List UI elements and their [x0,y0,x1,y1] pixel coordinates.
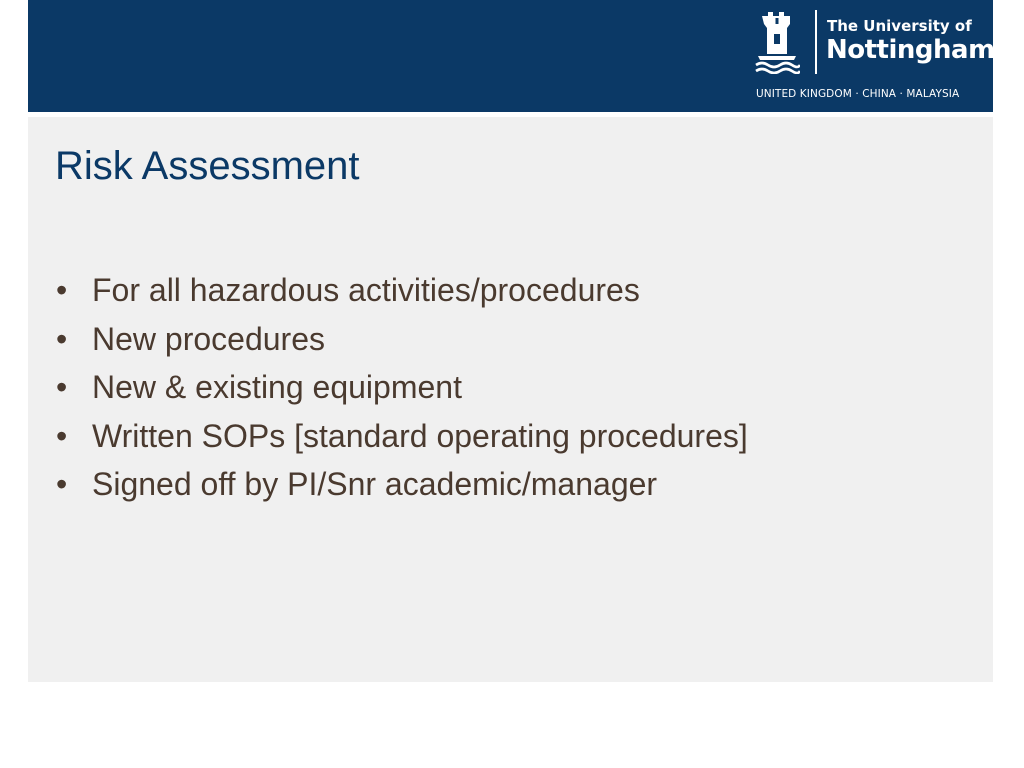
bullet-item [56,460,748,509]
logo-divider [815,10,817,74]
bullet-icon: • [56,369,68,405]
bullet-item [56,315,748,364]
logo-tagline: UNITED KINGDOM · CHINA · MALAYSIA [756,88,960,100]
bullet-icon: • [56,272,68,308]
bullet-item [56,363,748,412]
header-divider [28,112,993,117]
logo-text-line1: The University of [827,17,972,35]
bullet-text: Written SOPs [standard operating procedures] [92,417,748,454]
slide-title: Risk Assessment [55,144,360,188]
bullet-text: New & existing equipment [92,369,462,405]
bullet-icon: • [56,320,68,357]
header-banner [28,0,993,112]
bullet-icon: • [56,466,68,502]
bullet-text: For all hazardous activities/procedures [92,272,640,308]
bullet-text: Signed off by PI/Snr academic/manager [92,466,658,502]
bullet-icon: • [56,417,68,454]
bullet-item [56,266,748,315]
bullet-text: New procedures [92,320,325,357]
bullet-list [56,266,748,509]
castle-crest-icon [754,10,800,74]
logo-text-line2: Nottingham [826,35,995,65]
university-logo [754,8,995,108]
slide [28,0,993,682]
bullet-item [56,412,748,461]
